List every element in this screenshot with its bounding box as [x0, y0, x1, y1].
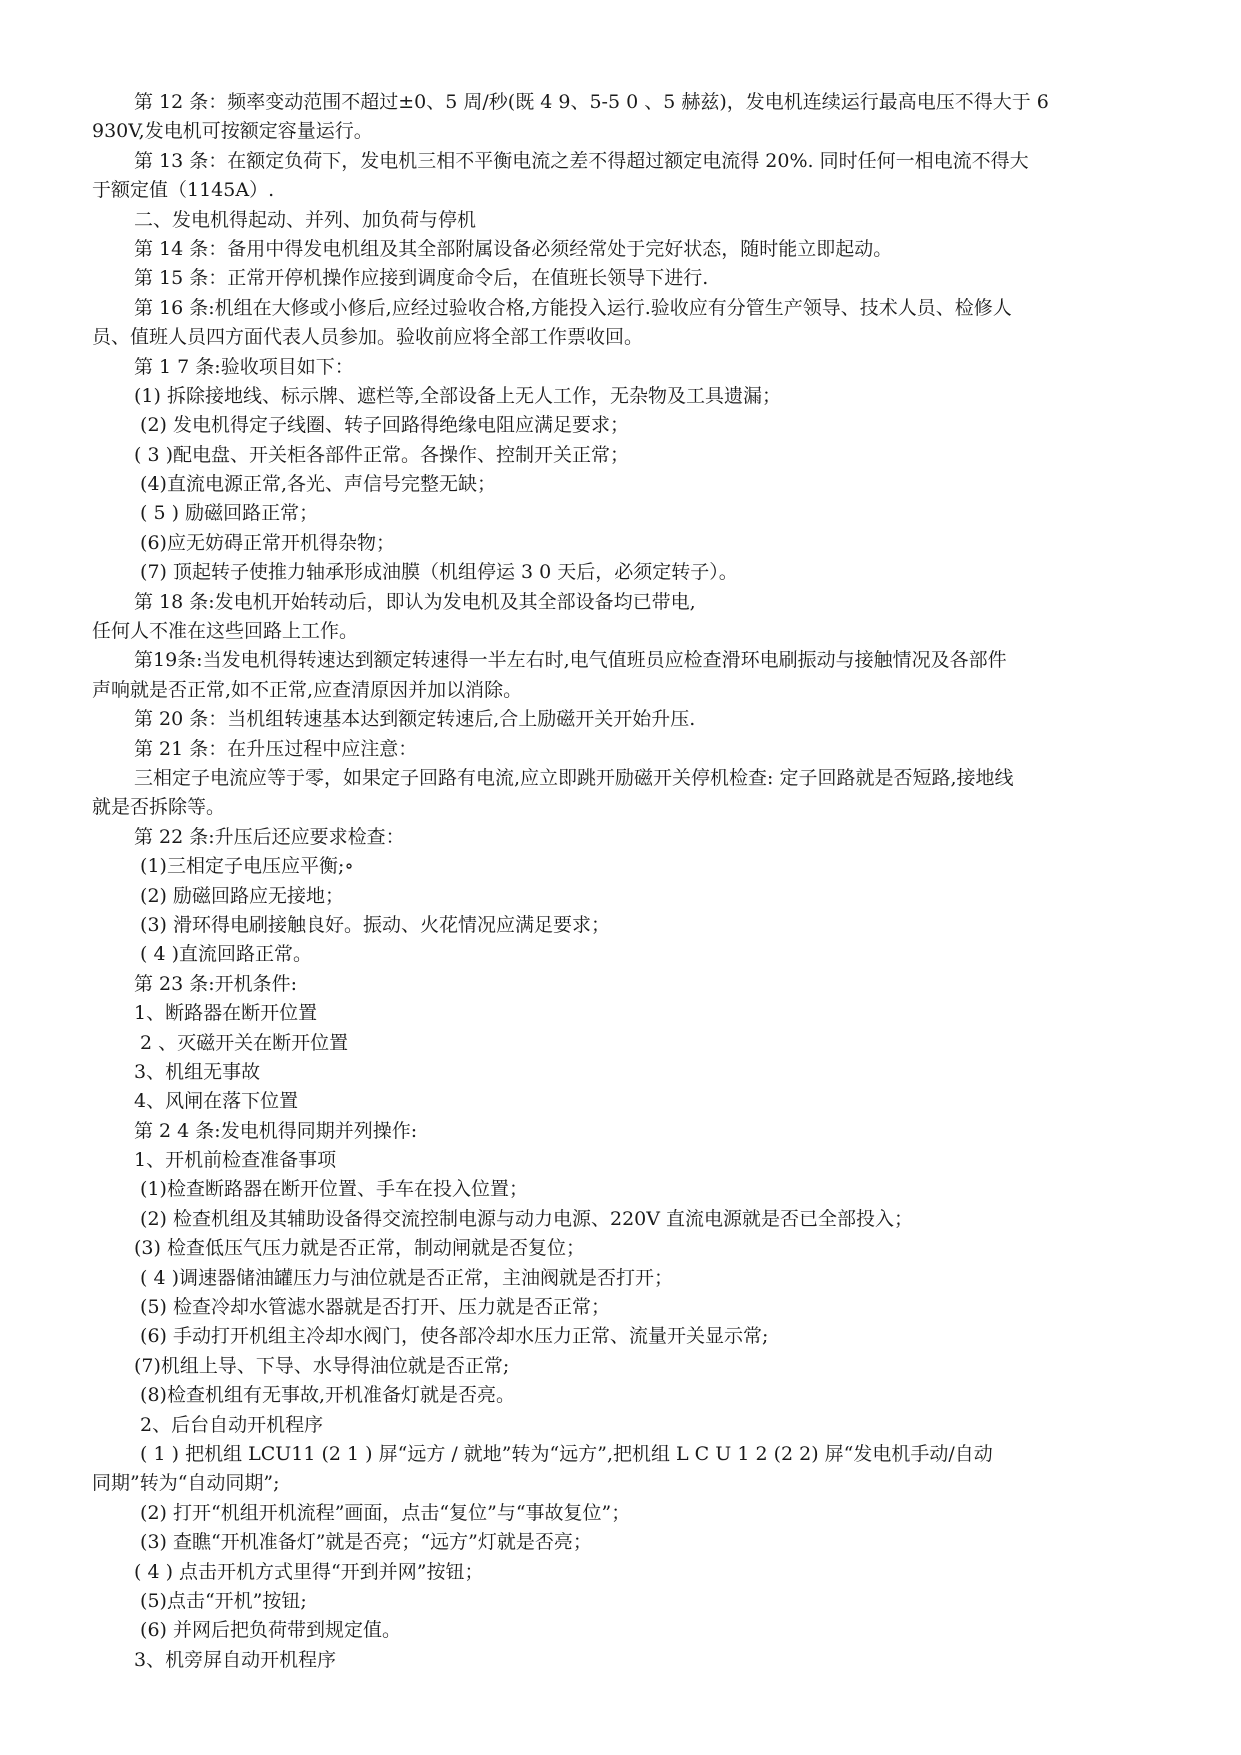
text-line: 第 15 条：正常开停机操作应接到调度命令后，在值班长领导下进行. — [134, 267, 709, 290]
text-line: 声响就是否正常,如不正常,应查清原因并加以消除。 — [92, 678, 523, 701]
text-line: 第 12 条：频率变动范围不超过±0、5 周/秒(既 4 9、5-5 0 、5 赫兹)，发电机连续运行最高电压不得大于 6 — [134, 91, 1049, 113]
text-line: (6) 手动打开机组主冷却水阀门，使各部冷却水压力正常、流量开关显示常; — [134, 1325, 769, 1348]
text-line: 3、机组无事故 — [134, 1060, 261, 1083]
text-line: (6)应无妨碍正常开机得杂物； — [134, 531, 395, 554]
text-line: 2、后台自动开机程序 — [134, 1413, 324, 1436]
text-line: 4、风闸在落下位置 — [134, 1090, 299, 1113]
text-line: (4)直流电源正常,各光、声信号完整无缺； — [134, 473, 496, 496]
text-line: ( 4 ) 点击开机方式里得“开到并网”按钮； — [134, 1560, 484, 1583]
text-line: (7)机组上导、下导、水导得油位就是否正常; — [134, 1354, 510, 1377]
text-line: (7) 顶起转子使推力轴承形成油膜（机组停运 3 0 天后，必须定转子）。 — [134, 561, 738, 584]
text-line: 任何人不准在这些回路上工作。 — [92, 620, 359, 643]
text-line: 3、机旁屏自动开机程序 — [134, 1648, 337, 1671]
text-line: 2 、灭磁开关在断开位置 — [134, 1031, 349, 1054]
text-line: 第 13 条：在额定负荷下，发电机三相不平衡电流之差不得超过额定电流得 20%. 同时任何一相电流不得大 — [134, 149, 1029, 172]
text-line: 就是否拆除等。 — [92, 796, 226, 819]
text-line: ( 5 ) 励磁回路正常； — [134, 502, 319, 525]
text-line: (3) 查瞧“开机准备灯”就是否亮；“远方”灯就是否亮； — [134, 1531, 592, 1554]
document-page — [92, 88, 1154, 1675]
text-line: (8)检查机组有无事故,开机准备灯就是否亮。 — [134, 1384, 515, 1407]
text-line: 第 1 7 条:验收项目如下： — [134, 355, 354, 378]
text-line: 第 14 条：备用中得发电机组及其全部附属设备必须经常处于完好状态，随时能立即起动。 — [134, 237, 893, 260]
text-line: 第 18 条:发电机开始转动后，即认为发电机及其全部设备均已带电, — [134, 590, 696, 613]
text-line: 第 22 条:升压后还应要求检查： — [134, 825, 405, 848]
text-line: ( 1 ) 把机组 LCU11 (2 1 ) 屏“远方 / 就地”转为“远方”,把机组 L C U 1 2 (2 2) 屏“发电机手动/自动 — [134, 1442, 993, 1465]
text-line: (1)三相定子电压应平衡;∘ — [134, 855, 354, 878]
text-line: ( 3 )配电盘、开关柜各部件正常。各操作、控制开关正常； — [134, 443, 629, 466]
text-line: 第 20 条：当机组转速基本达到额定转速后,合上励磁开关开始升压. — [134, 708, 696, 731]
text-line: ( 4 )直流回路正常。 — [134, 943, 313, 966]
text-line: 1、开机前检查准备事项 — [134, 1149, 337, 1172]
text-line: 于额定值（1145A）. — [92, 179, 275, 202]
text-line: (2) 打开“机组开机流程”画面，点击“复位”与“事故复位”； — [134, 1501, 631, 1524]
text-line: 同期”转为“自动同期”; — [92, 1472, 280, 1495]
text-line: (2) 检查机组及其辅助设备得交流控制电源与动力电源、220V 直流电源就是否已全部投入； — [134, 1207, 914, 1230]
text-line: (2) 励磁回路应无接地； — [134, 884, 344, 907]
text-line: 第 21 条：在升压过程中应注意： — [134, 737, 418, 760]
text-line: 第19条:当发电机得转速达到额定转速得一半左右时,电气值班员应检查滑环电刷振动与接触情况及各部件 — [134, 649, 1007, 672]
text-line: (3) 滑环得电刷接触良好。振动、火花情况应满足要求； — [134, 913, 610, 936]
text-line: (1) 拆除接地线、标示牌、遮栏等,全部设备上无人工作，无杂物及工具遗漏； — [134, 384, 781, 407]
text-line: (1)检查断路器在断开位置、手车在投入位置； — [134, 1178, 528, 1201]
text-line: (3) 检查低压气压力就是否正常，制动闸就是否复位； — [134, 1237, 585, 1260]
text-line: ( 4 )调速器储油罐压力与油位就是否正常，主油阀就是否打开； — [134, 1266, 674, 1289]
text-line: 第 23 条:开机条件: — [134, 972, 298, 995]
text-line: 1、断路器在断开位置 — [134, 1002, 318, 1025]
text-line: 第 16 条:机组在大修或小修后,应经过验收合格,方能投入运行.验收应有分管生产领导、技术人员、检修人 — [134, 296, 1012, 319]
text-line: 员、值班人员四方面代表人员参加。验收前应将全部工作票收回。 — [92, 326, 644, 349]
text-line: 第 2 4 条:发电机得同期并列操作: — [134, 1119, 418, 1142]
text-line: 二、发电机得起动、并列、加负荷与停机 — [134, 208, 477, 231]
text-line: (6) 并网后把负荷带到规定值。 — [134, 1619, 401, 1642]
text-line: 三相定子电流应等于零，如果定子回路有电流,应立即跳开励磁开关停机检查: 定子回路就是否短路,接地线 — [134, 766, 1014, 789]
text-line: (5)点击“开机”按钮; — [134, 1589, 307, 1612]
text-line: (5) 检查冷却水管滤水器就是否打开、压力就是否正常； — [134, 1296, 610, 1319]
text-line: (2) 发电机得定子线圈、转子回路得绝缘电阻应满足要求； — [134, 414, 629, 437]
text-line: 930V,发电机可按额定容量运行。 — [92, 120, 373, 143]
